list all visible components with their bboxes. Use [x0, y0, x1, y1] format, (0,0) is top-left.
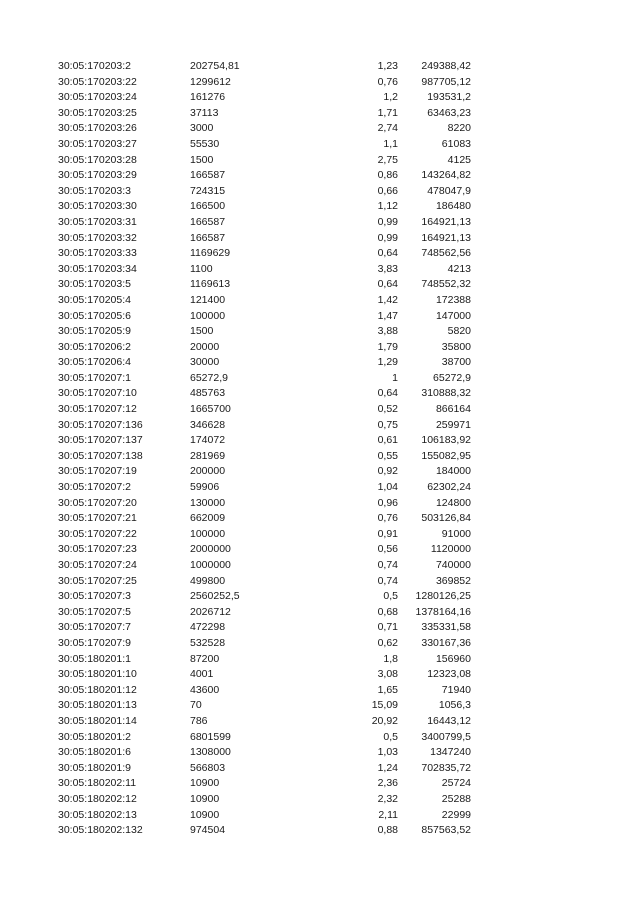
cadastral-number-cell: 30:05:180202:132: [58, 824, 143, 837]
coefficient-cell: 1,24: [377, 761, 398, 774]
value-cell: 249388,42: [421, 60, 471, 72]
value-cell: 155082,95: [421, 449, 471, 462]
coefficient-cell: 0,99: [377, 215, 398, 228]
cadastral-number-cell: 30:05:170203:29: [58, 169, 137, 182]
area-cell: 166500: [190, 200, 226, 213]
cadastral-number-cell: 30:05:170207:20: [58, 496, 137, 509]
area-cell: 20000: [190, 340, 220, 353]
area-cell: 2026712: [190, 605, 231, 618]
area-cell: 1500: [190, 153, 214, 166]
area-cell: 10900: [190, 808, 220, 821]
area-cell: 346628: [190, 418, 226, 431]
value-cell: 4213: [447, 262, 471, 275]
area-cell: 166587: [190, 231, 226, 244]
table-row: [0, 589, 640, 605]
table-row: [0, 464, 640, 480]
coefficient-cell: 0,86: [377, 169, 398, 182]
area-cell: 202754,81: [190, 60, 240, 72]
value-cell: 193531,2: [427, 91, 471, 104]
value-cell: 4125: [447, 153, 471, 166]
area-cell: 1000000: [190, 559, 231, 571]
area-cell: 43600: [190, 683, 220, 696]
value-cell: 65272,9: [433, 371, 471, 384]
value-cell: 857563,52: [421, 824, 471, 837]
table-row: [0, 574, 640, 590]
coefficient-cell: 1,03: [377, 746, 398, 759]
coefficient-cell: 1,12: [377, 200, 398, 213]
table-row: [0, 433, 640, 449]
area-cell: 1169629: [190, 247, 231, 260]
coefficient-cell: 1,71: [377, 106, 398, 119]
cadastral-number-cell: 30:05:170203:33: [58, 247, 137, 260]
coefficient-cell: 20,92: [371, 714, 398, 727]
cadastral-number-cell: 30:05:170207:136: [58, 418, 143, 431]
cadastral-number-cell: 30:05:180201:10: [58, 668, 137, 681]
coefficient-cell: 0,75: [377, 418, 398, 431]
area-cell: 2560252,5: [190, 590, 240, 603]
coefficient-cell: 1,8: [383, 652, 398, 665]
area-cell: 2000000: [190, 543, 231, 556]
table-row: [0, 59, 640, 75]
table-row: [0, 340, 640, 356]
table-row: [0, 761, 640, 777]
table-row: [0, 418, 640, 434]
coefficient-cell: 0,91: [377, 527, 398, 540]
value-cell: 71940: [441, 683, 471, 696]
area-cell: 6801599: [190, 730, 231, 743]
cadastral-number-cell: 30:05:180202:13: [58, 808, 137, 821]
value-cell: 22999: [441, 808, 471, 821]
cadastral-number-cell: 30:05:170207:10: [58, 387, 137, 400]
area-cell: 1500: [190, 325, 214, 338]
table-row: [0, 652, 640, 668]
area-cell: 65272,9: [190, 371, 228, 384]
table-row: [0, 449, 640, 465]
cadastral-number-cell: 30:05:170207:7: [58, 621, 131, 634]
cadastral-number-cell: 30:05:170203:30: [58, 200, 137, 213]
area-cell: 70: [190, 699, 202, 712]
area-cell: 174072: [190, 434, 226, 447]
coefficient-cell: 0,76: [377, 512, 398, 525]
area-cell: 1100: [190, 262, 213, 275]
cadastral-number-cell: 30:05:170207:137: [58, 434, 143, 447]
coefficient-cell: 0,88: [377, 824, 398, 837]
table-row: [0, 480, 640, 496]
cadastral-number-cell: 30:05:170207:24: [58, 559, 137, 571]
cadastral-number-cell: 30:05:170207:19: [58, 465, 137, 478]
value-cell: 25288: [441, 792, 471, 805]
area-cell: 10900: [190, 777, 220, 790]
coefficient-cell: 0,61: [377, 434, 398, 447]
table-row: [0, 776, 640, 792]
table-row: [0, 106, 640, 122]
cadastral-number-cell: 30:05:170207:5: [58, 605, 131, 618]
area-cell: 10900: [190, 792, 220, 805]
coefficient-cell: 0,55: [377, 449, 398, 462]
cadastral-number-cell: 30:05:170207:2: [58, 481, 131, 494]
area-cell: 3000: [190, 122, 214, 135]
cadastral-number-cell: 30:05:170205:6: [58, 309, 131, 322]
coefficient-cell: 0,74: [377, 574, 398, 587]
value-cell: 63463,23: [427, 106, 471, 119]
area-cell: 200000: [190, 465, 226, 478]
cadastral-number-cell: 30:05:170207:25: [58, 574, 137, 587]
table-row: [0, 137, 640, 153]
area-cell: 55530: [190, 137, 220, 150]
area-cell: 161276: [190, 91, 226, 104]
cadastral-number-cell: 30:05:180201:9: [58, 761, 131, 774]
cadastral-number-cell: 30:05:170203:27: [58, 137, 137, 150]
area-cell: 532528: [190, 636, 226, 649]
cadastral-number-cell: 30:05:170203:2: [58, 60, 131, 72]
coefficient-cell: 0,99: [377, 231, 398, 244]
table-row: [0, 199, 640, 215]
value-cell: 106183,92: [421, 434, 471, 447]
cadastral-number-cell: 30:05:170203:34: [58, 262, 137, 275]
cadastral-number-cell: 30:05:170203:32: [58, 231, 137, 244]
cadastral-number-cell: 30:05:180201:14: [58, 714, 137, 727]
table-row: [0, 542, 640, 558]
value-cell: 369852: [435, 574, 471, 587]
area-cell: 166587: [190, 169, 226, 182]
value-cell: 478047,9: [427, 184, 471, 197]
area-cell: 4001: [190, 668, 214, 681]
coefficient-cell: 0,64: [377, 278, 398, 291]
area-cell: 100000: [190, 527, 226, 540]
table-row: [0, 511, 640, 527]
table-row: [0, 90, 640, 106]
coefficient-cell: 0,96: [377, 496, 398, 509]
table-row: [0, 698, 640, 714]
value-cell: 16443,12: [427, 714, 471, 727]
area-cell: 59906: [190, 481, 220, 494]
coefficient-cell: 3,83: [377, 262, 398, 275]
cadastral-number-cell: 30:05:180202:11: [58, 777, 137, 790]
cadastral-number-cell: 30:05:170207:9: [58, 636, 131, 649]
value-cell: 164921,13: [421, 231, 471, 244]
value-cell: 330167,36: [421, 636, 471, 649]
cadastral-number-cell: 30:05:170207:12: [58, 403, 137, 416]
cadastral-number-cell: 30:05:170205:4: [58, 293, 131, 306]
table-row: [0, 792, 640, 808]
cadastral-number-cell: 30:05:170207:23: [58, 543, 137, 556]
area-cell: 100000: [190, 309, 226, 322]
cadastral-number-cell: 30:05:180202:12: [58, 792, 137, 805]
area-cell: 1299612: [190, 75, 231, 88]
area-cell: 166587: [190, 215, 226, 228]
table-row: [0, 231, 640, 247]
coefficient-cell: 3,08: [377, 668, 398, 681]
coefficient-cell: 0,64: [377, 247, 398, 260]
table-row: [0, 262, 640, 278]
cadastral-number-cell: 30:05:180201:12: [58, 683, 137, 696]
table-row: [0, 808, 640, 824]
coefficient-cell: 0,66: [377, 184, 398, 197]
value-cell: 184000: [435, 465, 471, 478]
value-cell: 5820: [447, 325, 471, 338]
area-cell: 724315: [190, 184, 226, 197]
value-cell: 3400799,5: [421, 730, 471, 743]
area-cell: 121400: [190, 293, 226, 306]
cadastral-number-cell: 30:05:180201:6: [58, 746, 131, 759]
table-row: [0, 730, 640, 746]
value-cell: 748552,32: [421, 278, 471, 291]
coefficient-cell: 15,09: [371, 699, 398, 712]
table-row: [0, 636, 640, 652]
value-cell: 335331,58: [421, 621, 471, 634]
table-row: [0, 558, 640, 574]
value-cell: 164921,13: [421, 215, 471, 228]
value-cell: 147000: [435, 309, 471, 322]
coefficient-cell: 1,23: [377, 60, 398, 72]
table-row: [0, 605, 640, 621]
area-cell: 485763: [190, 387, 226, 400]
coefficient-cell: 1,42: [377, 293, 398, 306]
value-cell: 12323,08: [427, 668, 471, 681]
table-row: [0, 153, 640, 169]
value-cell: 62302,24: [427, 481, 471, 494]
coefficient-cell: 0,52: [377, 403, 398, 416]
coefficient-cell: 1,79: [377, 340, 398, 353]
cadastral-number-cell: 30:05:170207:22: [58, 527, 137, 540]
coefficient-cell: 1: [392, 371, 398, 384]
cadastral-number-cell: 30:05:170203:26: [58, 122, 137, 135]
table-row: [0, 402, 640, 418]
cadastral-number-cell: 30:05:170205:9: [58, 325, 131, 338]
value-cell: 259971: [435, 418, 471, 431]
area-cell: 662009: [190, 512, 226, 525]
table-row: [0, 714, 640, 730]
value-cell: 310888,32: [421, 387, 471, 400]
value-cell: 35800: [441, 340, 471, 353]
table-row: [0, 293, 640, 309]
table-row: [0, 309, 640, 325]
cadastral-number-cell: 30:05:170203:28: [58, 153, 137, 166]
coefficient-cell: 2,74: [377, 122, 398, 135]
table-row: [0, 75, 640, 91]
coefficient-cell: 0,74: [377, 559, 398, 571]
value-cell: 702835,72: [421, 761, 471, 774]
cadastral-value-table: [0, 59, 640, 839]
area-cell: 566803: [190, 761, 226, 774]
value-cell: 1280126,25: [415, 590, 471, 603]
area-cell: 87200: [190, 652, 220, 665]
coefficient-cell: 2,36: [377, 777, 398, 790]
table-row: [0, 277, 640, 293]
value-cell: 186480: [435, 200, 471, 213]
value-cell: 8220: [447, 122, 471, 135]
coefficient-cell: 0,56: [377, 543, 398, 556]
value-cell: 91000: [441, 527, 471, 540]
value-cell: 38700: [441, 356, 471, 369]
table-row: [0, 121, 640, 137]
coefficient-cell: 2,32: [377, 792, 398, 805]
table-row: [0, 371, 640, 387]
coefficient-cell: 1,04: [377, 481, 398, 494]
cadastral-number-cell: 30:05:170207:138: [58, 449, 143, 462]
value-cell: 156960: [435, 652, 471, 665]
table-row: [0, 620, 640, 636]
cadastral-number-cell: 30:05:170206:2: [58, 340, 131, 353]
coefficient-cell: 0,64: [377, 387, 398, 400]
area-cell: 1665700: [190, 403, 231, 416]
coefficient-cell: 1,1: [383, 137, 398, 150]
table-row: [0, 168, 640, 184]
area-cell: 1169613: [190, 278, 231, 291]
table-row: [0, 184, 640, 200]
area-cell: 974504: [190, 824, 226, 837]
value-cell: 61083: [441, 137, 471, 150]
cadastral-number-cell: 30:05:170207:3: [58, 590, 131, 603]
cadastral-number-cell: 30:05:180201:2: [58, 730, 131, 743]
value-cell: 740000: [435, 559, 471, 571]
value-cell: 866164: [435, 403, 471, 416]
coefficient-cell: 1,2: [383, 91, 398, 104]
coefficient-cell: 2,11: [378, 808, 398, 821]
coefficient-cell: 0,5: [383, 590, 398, 603]
cadastral-number-cell: 30:05:180201:1: [58, 652, 131, 665]
value-cell: 1347240: [430, 746, 471, 759]
cadastral-number-cell: 30:05:170203:22: [58, 75, 137, 88]
value-cell: 1120000: [430, 543, 471, 556]
value-cell: 143264,82: [421, 169, 471, 182]
value-cell: 25724: [441, 777, 471, 790]
area-cell: 281969: [190, 449, 226, 462]
area-cell: 1308000: [190, 746, 231, 759]
coefficient-cell: 0,76: [377, 75, 398, 88]
area-cell: 786: [190, 714, 208, 727]
area-cell: 37113: [190, 106, 219, 119]
cadastral-number-cell: 30:05:170203:5: [58, 278, 131, 291]
coefficient-cell: 0,92: [377, 465, 398, 478]
coefficient-cell: 2,75: [377, 153, 398, 166]
table-row: [0, 496, 640, 512]
area-cell: 499800: [190, 574, 226, 587]
value-cell: 987705,12: [421, 75, 471, 88]
cadastral-number-cell: 30:05:170203:3: [58, 184, 131, 197]
value-cell: 124800: [435, 496, 471, 509]
area-cell: 472298: [190, 621, 226, 634]
coefficient-cell: 0,68: [377, 605, 398, 618]
table-row: [0, 355, 640, 371]
cadastral-number-cell: 30:05:170203:31: [58, 215, 137, 228]
table-row: [0, 386, 640, 402]
value-cell: 1056,3: [438, 699, 471, 712]
table-row: [0, 683, 640, 699]
value-cell: 748562,56: [421, 247, 471, 260]
table-row: [0, 527, 640, 543]
cadastral-number-cell: 30:05:170203:24: [58, 91, 137, 104]
cadastral-number-cell: 30:05:170203:25: [58, 106, 137, 119]
table-row: [0, 215, 640, 231]
cadastral-number-cell: 30:05:170207:1: [58, 371, 131, 384]
coefficient-cell: 1,29: [377, 356, 398, 369]
table-row: [0, 246, 640, 262]
area-cell: 30000: [190, 356, 220, 369]
table-row: [0, 745, 640, 761]
cadastral-number-cell: 30:05:170206:4: [58, 356, 131, 369]
coefficient-cell: 0,71: [377, 621, 398, 634]
cadastral-number-cell: 30:05:170207:21: [58, 512, 137, 525]
value-cell: 1378164,16: [415, 605, 471, 618]
coefficient-cell: 0,62: [377, 636, 398, 649]
coefficient-cell: 0,5: [383, 730, 398, 743]
value-cell: 172388: [435, 293, 471, 306]
table-row: [0, 667, 640, 683]
value-cell: 503126,84: [421, 512, 471, 525]
table-row: [0, 324, 640, 340]
cadastral-number-cell: 30:05:180201:13: [58, 699, 137, 712]
coefficient-cell: 1,47: [377, 309, 398, 322]
coefficient-cell: 3,88: [377, 325, 398, 338]
area-cell: 130000: [190, 496, 226, 509]
coefficient-cell: 1,65: [377, 683, 398, 696]
table-row: [0, 823, 640, 839]
